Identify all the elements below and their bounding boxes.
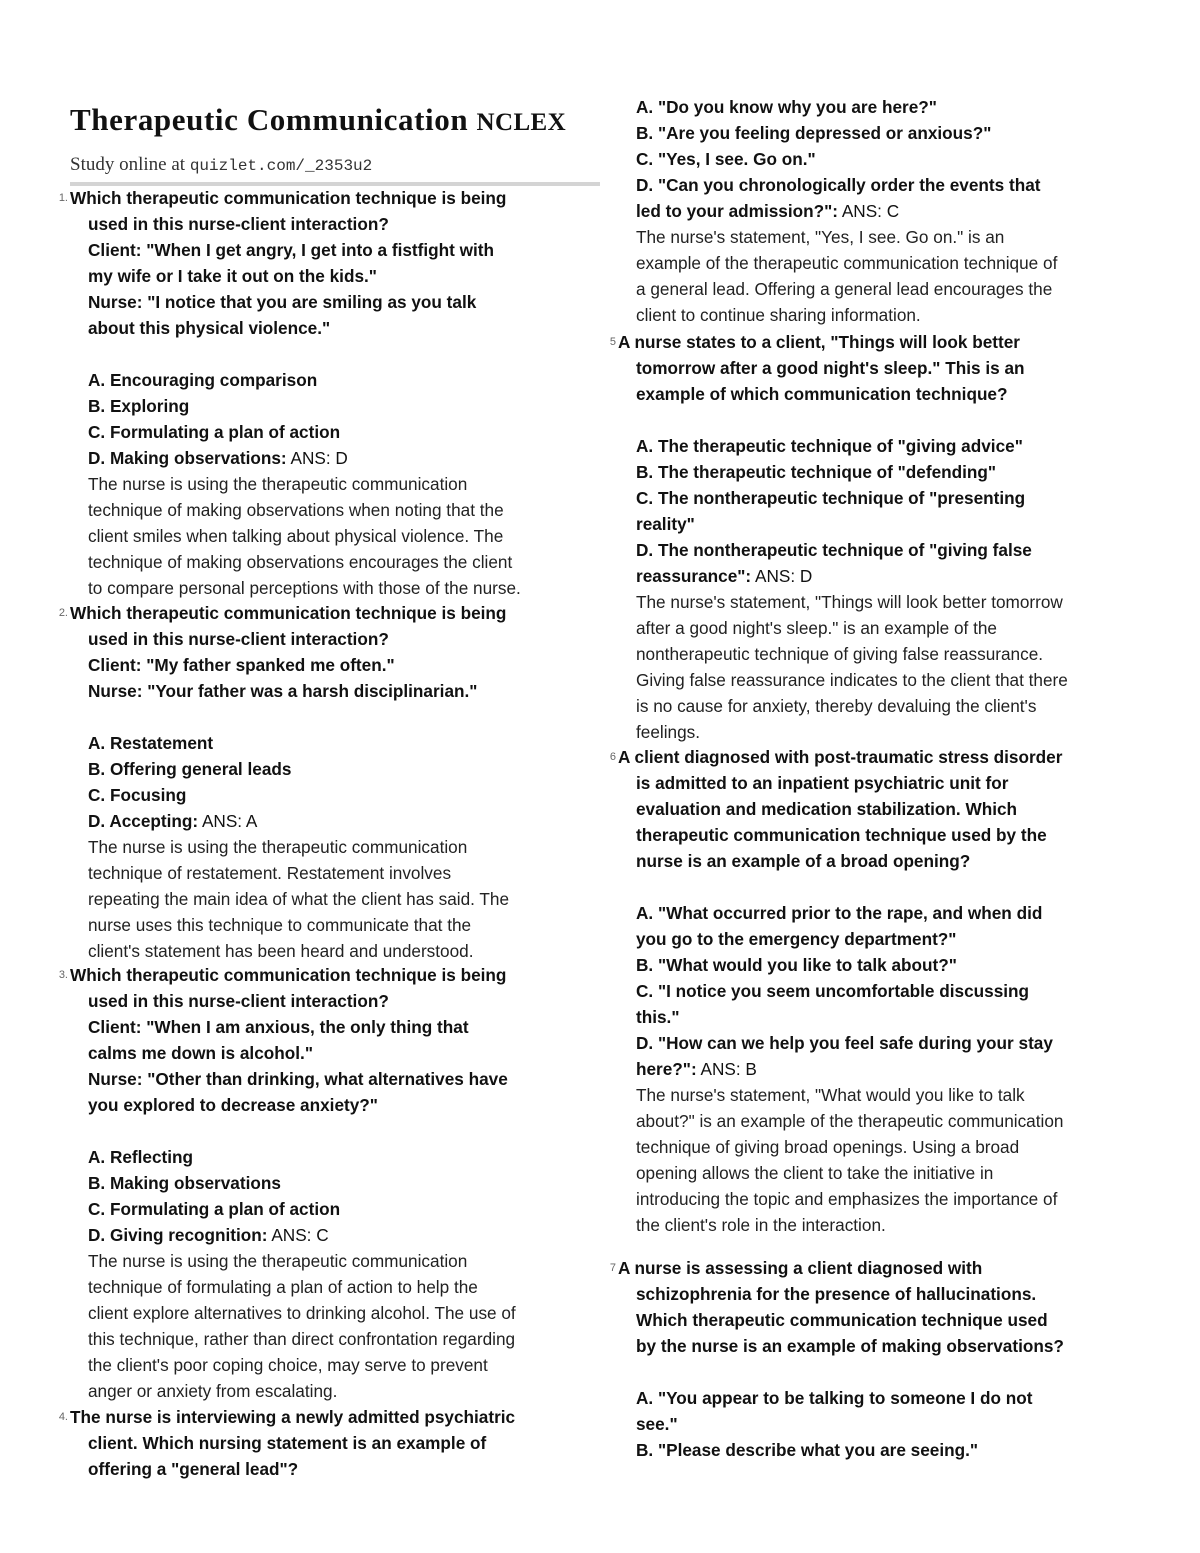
answer-option: A. Reflecting (88, 1147, 194, 1167)
answer-key: ANS: A (198, 811, 258, 831)
answer-option-last: D. Making observations: ANS: D (88, 448, 348, 468)
explanation-line: technique of making observations when noting that the (88, 500, 504, 520)
question-line: used in this nurse-client interaction? (88, 991, 389, 1011)
answer-option: A. Restatement (88, 733, 214, 753)
card-question (70, 962, 600, 1118)
explanation-line: this technique, rather than direct confrontation regarding (88, 1329, 516, 1349)
card-number: 5 (609, 336, 616, 348)
question-line: client. Which nursing statement is an example of (88, 1433, 487, 1453)
flashcard-2 (58, 600, 600, 964)
answer-option: reality" (636, 514, 695, 534)
question-line: evaluation and medication stabilization. Which (636, 799, 1018, 819)
explanation-line: technique of restatement. Restatement involves (88, 863, 452, 883)
explanation-line: technique of giving broad openings. Using a broad (636, 1137, 1020, 1157)
explanation-line: The nurse's statement, "Yes, I see. Go on." is an (636, 227, 1005, 247)
answer-option: D. "How can we help you feel safe during your stay (636, 1033, 1053, 1053)
explanation-line: example of the therapeutic communication technique of (636, 253, 1058, 273)
answer-option: B. Offering general leads (88, 759, 292, 779)
card-number: 2. (58, 607, 68, 619)
card-number: 1. (58, 192, 68, 204)
answer-option: C. Formulating a plan of action (88, 422, 341, 442)
answer-option: see." (636, 1414, 678, 1434)
flashcard-7 (609, 1255, 1138, 1463)
question-line: Which therapeutic communication technique used (636, 1310, 1048, 1330)
answer-option-last: here?": ANS: B (636, 1059, 757, 1079)
question-line: offering a "general lead"? (88, 1459, 299, 1479)
question-line: you explored to decrease anxiety?" (88, 1095, 378, 1115)
explanation-line: repeating the main idea of what the client has said. The (88, 889, 510, 909)
explanation-line: feelings. (636, 722, 701, 742)
question-line: used in this nurse-client interaction? (88, 629, 389, 649)
question-line: calms me down is alcohol." (88, 1043, 313, 1063)
question-line: A client diagnosed with post-traumatic stress disorder (618, 747, 1063, 767)
answer-option: this." (636, 1007, 680, 1027)
question-line: by the nurse is an example of making observations? (636, 1336, 1064, 1356)
answer-option: you go to the emergency department?" (636, 929, 957, 949)
explanation-line: client to continue sharing information. (636, 305, 921, 325)
explanation-line: the client's role in the interaction. (636, 1215, 886, 1235)
answer-option: B. Exploring (88, 396, 190, 416)
question-line: my wife or I take it out on the kids." (88, 266, 377, 286)
question-line: The nurse is interviewing a newly admitted psychiatric (70, 1407, 516, 1427)
card-number: 7 (609, 1262, 616, 1274)
answer-option: A. "You appear to be talking to someone I do not (636, 1388, 1033, 1408)
question-line: Client: "When I get angry, I get into a fistfight with (88, 240, 494, 260)
answer-option: B. The therapeutic technique of "defending" (636, 462, 997, 482)
answer-option-last: D. Accepting: ANS: A (88, 811, 258, 831)
explanation-line: anger or anxiety from escalating. (88, 1381, 338, 1401)
question-line: Client: "When I am anxious, the only thing that (88, 1017, 469, 1037)
explanation-line: Giving false reassurance indicates to the client that there (636, 670, 1068, 690)
answer-key: ANS: C (267, 1225, 329, 1245)
explanation-line: The nurse is using the therapeutic communication (88, 837, 468, 857)
answer-key: ANS: B (696, 1059, 757, 1079)
answer-key: ANS: D (286, 448, 348, 468)
answer-option: C. "I notice you seem uncomfortable discussing (636, 981, 1030, 1001)
flashcard-4-continued (618, 94, 1138, 328)
card-number: 6 (609, 751, 616, 763)
explanation-line: The nurse is using the therapeutic communication (88, 474, 468, 494)
answer-option: B. "Please describe what you are seeing." (636, 1440, 979, 1460)
card-number: 3. (58, 969, 68, 981)
question-line: Which therapeutic communication technique is being (70, 188, 507, 208)
answer-option: B. "Are you feeling depressed or anxious?" (636, 123, 992, 143)
answer-option-last: led to your admission?": ANS: C (636, 201, 900, 221)
question-line: used in this nurse-client interaction? (88, 214, 389, 234)
question-line: about this physical violence." (88, 318, 331, 338)
page-subtitle (70, 152, 600, 179)
page-title-suffix: NCLEX (476, 109, 567, 136)
answer-option: A. "What occurred prior to the rape, and when did (636, 903, 1043, 923)
explanation-line: about?" is an example of the therapeutic communication (636, 1111, 1064, 1131)
explanation-line: client explore alternatives to drinking alcohol. The use of (88, 1303, 516, 1323)
answer-option: A. Encouraging comparison (88, 370, 318, 390)
flashcard-4 (58, 1404, 600, 1482)
question-line: example of which communication technique? (636, 384, 1008, 404)
explanation-line: client's statement has been heard and understood. (88, 941, 474, 961)
explanation-line: technique of making observations encourages the client (88, 552, 513, 572)
question-line: Nurse: "Other than drinking, what alternatives have (88, 1069, 508, 1089)
answer-option: B. Making observations (88, 1173, 281, 1193)
answer-option: C. The nontherapeutic technique of "presenting (636, 488, 1026, 508)
question-line: nurse is an example of a broad opening? (636, 851, 971, 871)
explanation-line: The nurse's statement, "What would you like to talk (636, 1085, 1025, 1105)
answer-option: C. Formulating a plan of action (88, 1199, 341, 1219)
answer-option: A. The therapeutic technique of "giving advice" (636, 436, 1023, 456)
explanation-line: a general lead. Offering a general lead encourages the (636, 279, 1053, 299)
card-question (618, 329, 1138, 407)
card-question (70, 185, 600, 341)
explanation-line: to compare personal perceptions with those of the nurse. (88, 578, 521, 598)
explanation-line: after a good night's sleep." is an example of the (636, 618, 997, 638)
answer-option: A. "Do you know why you are here?" (636, 97, 937, 117)
explanation-line: opening allows the client to take the initiative in (636, 1163, 994, 1183)
card-question (70, 600, 600, 704)
question-line: Client: "My father spanked me often." (88, 655, 395, 675)
subtitle-prefix: Study online at (70, 154, 186, 175)
flashcard-1 (58, 185, 600, 601)
flashcard-6 (609, 744, 1138, 1238)
question-line: A nurse is assessing a client diagnosed with (618, 1258, 983, 1278)
answer-option-last: reassurance": ANS: D (636, 566, 813, 586)
answer-key: ANS: C (838, 201, 900, 221)
answer-option: B. "What would you like to talk about?" (636, 955, 957, 975)
answer-option: C. "Yes, I see. Go on." (636, 149, 816, 169)
card-question (70, 1404, 600, 1482)
question-line: A nurse states to a client, "Things will look better (618, 332, 1020, 352)
question-line: schizophrenia for the presence of hallucinations. (636, 1284, 1037, 1304)
answer-option: D. "Can you chronologically order the events that (636, 175, 1041, 195)
explanation-line: The nurse's statement, "Things will look better tomorrow (636, 592, 1063, 612)
explanation-line: is no cause for anxiety, thereby devaluing the client's (636, 696, 1037, 716)
explanation-line: the client's poor coping choice, may serve to prevent (88, 1355, 488, 1375)
explanation-line: technique of formulating a plan of action to help the (88, 1277, 478, 1297)
flashcard-5 (609, 329, 1138, 745)
title-block (70, 100, 600, 179)
explanation-line: introducing the topic and emphasizes the importance of (636, 1189, 1058, 1209)
flashcard-3 (58, 962, 600, 1404)
answer-option: D. The nontherapeutic technique of "giving false (636, 540, 1032, 560)
answer-option-last: D. Giving recognition: ANS: C (88, 1225, 329, 1245)
card-question (618, 744, 1138, 874)
explanation-line: nontherapeutic technique of giving false reassurance. (636, 644, 1044, 664)
question-line: Which therapeutic communication technique is being (70, 603, 507, 623)
question-line: Nurse: "I notice that you are smiling as you talk (88, 292, 477, 312)
page-title (70, 100, 600, 143)
explanation-line: The nurse is using the therapeutic communication (88, 1251, 468, 1271)
question-line: tomorrow after a good night's sleep." This is an (636, 358, 1025, 378)
explanation-line: client smiles when talking about physical violence. The (88, 526, 504, 546)
answer-key: ANS: D (751, 566, 813, 586)
question-line: therapeutic communication technique used by the (636, 825, 1047, 845)
question-line: Which therapeutic communication technique is being (70, 965, 507, 985)
card-number: 4. (58, 1411, 68, 1423)
page-title-main: Therapeutic Communication (70, 102, 469, 137)
question-line: is admitted to an inpatient psychiatric unit for (636, 773, 1009, 793)
card-question (618, 1255, 1138, 1359)
question-line: Nurse: "Your father was a harsh disciplinarian." (88, 681, 478, 701)
explanation-line: nurse uses this technique to communicate that the (88, 915, 472, 935)
subtitle-url[interactable]: quizlet.com/_2353u2 (189, 157, 373, 175)
answer-option: C. Focusing (88, 785, 187, 805)
